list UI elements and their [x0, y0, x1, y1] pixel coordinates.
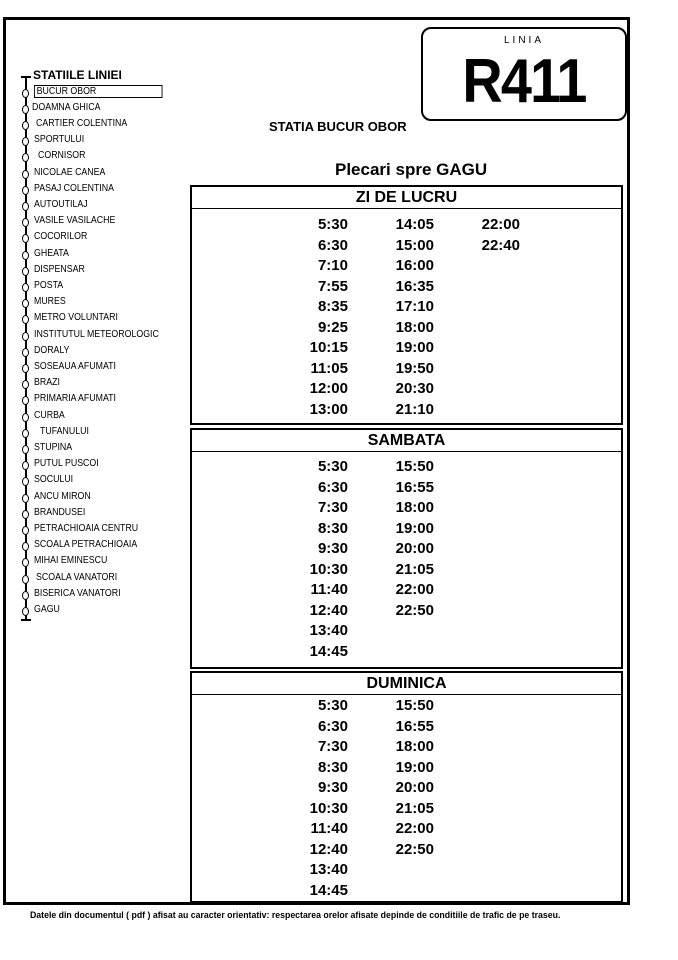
station-item	[0, 554, 190, 570]
departure-time: 7:30	[317, 738, 348, 755]
departure-time: 14:45	[309, 642, 348, 660]
station-name: GHEATA	[34, 248, 69, 259]
schedule-saturday	[190, 428, 623, 669]
station-dot-icon	[22, 542, 29, 551]
station-name: TUFANULUI	[40, 426, 89, 437]
route-rail-start	[21, 76, 31, 78]
station-item	[0, 133, 190, 149]
departure-time: 16:55	[395, 478, 434, 496]
station-item	[0, 425, 190, 441]
departure-time: 21:05	[395, 560, 434, 578]
line-label: LINIA	[503, 35, 544, 46]
station-dot-icon	[22, 607, 29, 616]
departure-time: 20:30	[395, 380, 434, 397]
station-name: GAGU	[34, 604, 60, 615]
departure-time: 16:00	[395, 257, 434, 274]
station-name: SCOALA VANATORI	[36, 572, 118, 583]
departure-time: 14:05	[395, 216, 434, 233]
station-name: COCORILOR	[34, 231, 88, 242]
station-item	[0, 166, 190, 182]
departure-time: 20:00	[395, 540, 434, 557]
departure-time: 12:40	[309, 840, 348, 858]
station-item	[0, 571, 190, 587]
station-name: AUTOUTILAJ	[34, 199, 88, 210]
departure-time: 10:15	[309, 339, 348, 356]
station-name: DISPENSAR	[34, 264, 85, 275]
station-name: CURBA	[34, 410, 65, 421]
departure-time: 9:30	[317, 779, 348, 796]
departure-time: 9:25	[317, 318, 348, 336]
line-badge	[421, 27, 627, 121]
station-name: STUPINA	[34, 442, 73, 453]
station-dot-icon	[22, 89, 29, 98]
station-name: MURES	[34, 296, 66, 307]
departure-time: 22:00	[395, 581, 434, 598]
station-dot-icon	[22, 332, 29, 341]
station-dot-icon	[22, 461, 29, 470]
departure-time: 8:30	[317, 519, 348, 537]
station-item	[0, 409, 190, 425]
route-rail-end	[21, 619, 31, 621]
departure-time: 10:30	[309, 799, 348, 817]
station-item	[0, 214, 190, 230]
departure-time: 21:05	[395, 799, 434, 817]
station-item	[0, 85, 190, 101]
station-item	[0, 538, 190, 554]
departure-time: 12:00	[309, 380, 348, 397]
station-dot-icon	[22, 348, 29, 357]
departure-time: 22:50	[395, 840, 434, 858]
departure-time: 16:55	[395, 717, 434, 735]
station-dot-icon	[22, 121, 29, 130]
station-item	[0, 311, 190, 327]
station-item	[0, 149, 190, 165]
station-item	[0, 506, 190, 522]
station-dot-icon	[22, 445, 29, 454]
destination-title: Plecari spre GAGU	[335, 160, 488, 179]
station-name: DORALY	[34, 345, 70, 356]
departure-time: 18:00	[395, 318, 434, 336]
station-name: CARTIER COLENTINA	[36, 118, 128, 129]
departure-time: 19:50	[395, 359, 434, 377]
schedule-weekday	[190, 185, 623, 425]
departure-time: 6:30	[317, 717, 348, 735]
station-name: PETRACHIOAIA CENTRU	[34, 523, 139, 534]
station-name: MIHAI EMINESCU	[34, 555, 108, 566]
departure-time: 16:35	[395, 277, 434, 295]
line-number: R411	[462, 47, 586, 116]
station-item	[0, 198, 190, 214]
departure-time: 6:30	[317, 236, 348, 254]
station-item	[0, 441, 190, 457]
departure-time: 18:00	[395, 738, 434, 755]
station-name: PUTUL PUSCOI	[34, 458, 99, 469]
departure-time: 15:00	[395, 236, 434, 254]
station-dot-icon	[22, 137, 29, 146]
departure-time: 22:00	[481, 216, 520, 233]
departure-time: 22:40	[481, 236, 520, 254]
footer-disclaimer: Datele din documentul ( pdf ) afisat au caracter orientativ: respectarea orelor afisate depinde de conditiile de trafic de pe traseu.	[30, 910, 561, 921]
departure-time: 19:00	[395, 519, 434, 537]
station-item	[0, 247, 190, 263]
departure-time: 13:40	[309, 622, 348, 639]
station-dot-icon	[22, 251, 29, 260]
station-item	[0, 457, 190, 473]
station-dot-icon	[22, 396, 29, 405]
station-item	[0, 490, 190, 506]
station-item	[0, 392, 190, 408]
station-name: DOAMNA GHICA	[32, 102, 101, 113]
station-name: VASILE VASILACHE	[34, 215, 116, 226]
station-dot-icon	[22, 526, 29, 535]
station-dot-icon	[22, 170, 29, 179]
station-name: METRO VOLUNTARI	[34, 312, 118, 323]
station-name: SPORTULUI	[34, 134, 85, 145]
station-dot-icon	[22, 575, 29, 584]
departure-time: 22:00	[395, 820, 434, 837]
station-item	[0, 473, 190, 489]
station-item	[0, 263, 190, 279]
station-item	[0, 603, 190, 619]
departure-time: 17:10	[395, 298, 434, 315]
station-item	[0, 230, 190, 246]
departure-time: 20:00	[395, 779, 434, 796]
departure-time: 9:30	[317, 540, 348, 557]
station-dot-icon	[22, 105, 29, 114]
station-name: NICOLAE CANEA	[34, 167, 106, 178]
station-name: SOCULUI	[34, 474, 74, 485]
departure-time: 11:05	[310, 359, 348, 377]
station-name: BUCUR OBOR	[34, 85, 162, 98]
station-dot-icon	[22, 429, 29, 438]
station-dot-icon	[22, 413, 29, 422]
station-item	[0, 182, 190, 198]
departure-time: 19:00	[395, 758, 434, 776]
station-item	[0, 101, 190, 117]
departure-time: 15:50	[395, 458, 434, 475]
departure-time: 22:50	[395, 601, 434, 619]
station-name: POSTA	[34, 280, 64, 291]
station-dot-icon	[22, 186, 29, 195]
station-dot-icon	[22, 558, 29, 567]
station-dot-icon	[22, 234, 29, 243]
station-name: ANCU MIRON	[34, 491, 91, 502]
departure-time: 7:10	[317, 257, 348, 274]
station-dot-icon	[22, 267, 29, 276]
stations-title: STATIILE LINIEI	[33, 68, 122, 82]
station-item	[0, 587, 190, 603]
departure-time: 5:30	[317, 697, 348, 714]
station-dot-icon	[22, 283, 29, 292]
departure-time: 7:30	[317, 499, 348, 516]
departure-time: 14:45	[309, 881, 348, 899]
departure-time: 5:30	[317, 216, 348, 233]
departure-time: 10:30	[309, 560, 348, 578]
station-item	[0, 522, 190, 538]
departure-time: 8:35	[317, 298, 348, 315]
station-item	[0, 295, 190, 311]
station-name: PRIMARIA AFUMATI	[34, 393, 116, 404]
station-name: BRAZI	[34, 377, 60, 388]
schedule-weekday-title: ZI DE LUCRU	[192, 187, 621, 209]
departure-time: 11:40	[310, 820, 348, 837]
departure-time: 8:30	[317, 758, 348, 776]
station-item	[0, 279, 190, 295]
station-name: BRANDUSEI	[34, 507, 86, 518]
station-item	[0, 360, 190, 376]
departure-time: 6:30	[317, 478, 348, 496]
station-title: STATIA BUCUR OBOR	[269, 119, 407, 134]
station-dot-icon	[22, 364, 29, 373]
station-dot-icon	[22, 218, 29, 227]
station-dot-icon	[22, 477, 29, 486]
station-item	[0, 376, 190, 392]
station-dot-icon	[22, 202, 29, 211]
departure-time: 7:55	[317, 277, 348, 295]
station-item	[0, 344, 190, 360]
departure-time: 12:40	[309, 601, 348, 619]
station-item	[0, 117, 190, 133]
station-name: SCOALA PETRACHIOAIA	[34, 539, 138, 550]
station-name: SOSEAUA AFUMATI	[34, 361, 116, 372]
station-name: PASAJ COLENTINA	[34, 183, 115, 194]
station-dot-icon	[22, 591, 29, 600]
station-dot-icon	[22, 299, 29, 308]
departure-time: 21:10	[395, 400, 434, 418]
departure-time: 19:00	[395, 339, 434, 356]
schedule-sunday-title: DUMINICA	[192, 673, 621, 695]
departure-time: 13:40	[309, 861, 348, 878]
station-name: BISERICA VANATORI	[34, 588, 121, 599]
station-dot-icon	[22, 153, 29, 162]
departure-time: 11:40	[310, 581, 348, 598]
station-dot-icon	[22, 380, 29, 389]
station-name: INSTITUTUL METEOROLOGIC	[34, 329, 159, 340]
station-dot-icon	[22, 315, 29, 324]
departure-time: 15:50	[395, 697, 434, 714]
schedule-sunday	[190, 671, 623, 903]
station-name: CORNISOR	[38, 150, 86, 161]
departure-time: 18:00	[395, 499, 434, 516]
departure-time: 13:00	[309, 400, 348, 418]
station-item	[0, 328, 190, 344]
station-dot-icon	[22, 510, 29, 519]
station-dot-icon	[22, 494, 29, 503]
departure-time: 5:30	[317, 458, 348, 475]
schedule-saturday-title: SAMBATA	[192, 430, 621, 452]
